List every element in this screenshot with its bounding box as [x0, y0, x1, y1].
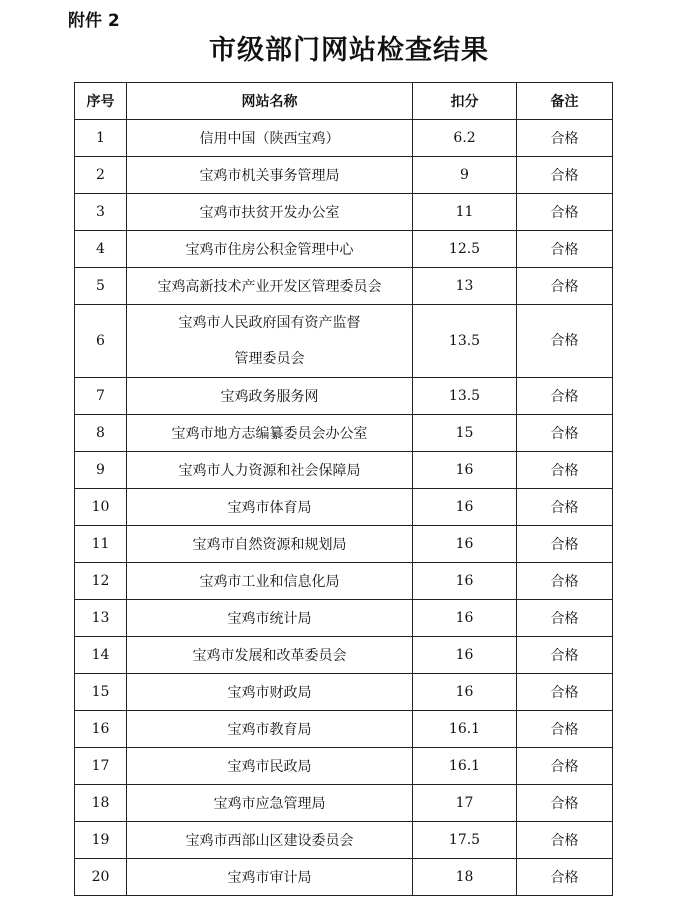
- deduction-score: 12.5: [413, 231, 517, 268]
- remark: 合格: [517, 120, 613, 157]
- attachment-label: 附件 2: [68, 11, 120, 31]
- table-row: [75, 711, 613, 748]
- remark: 合格: [517, 194, 613, 231]
- website-name-line: 宝鸡市工业和信息化局: [199, 574, 340, 590]
- website-name-line: 管理委员会: [234, 351, 305, 367]
- table-row: [75, 305, 613, 378]
- column-header-deduction: 扣分: [413, 83, 517, 120]
- table-row: [75, 563, 613, 600]
- website-name: [127, 452, 413, 489]
- website-name-line: 宝鸡市发展和改革委员会: [192, 648, 347, 664]
- row-number: 14: [75, 637, 127, 674]
- remark: 合格: [517, 231, 613, 268]
- deduction-score: 16: [413, 526, 517, 563]
- row-number: 2: [75, 157, 127, 194]
- remark: 合格: [517, 859, 613, 896]
- table-row: [75, 268, 613, 305]
- table-row: [75, 120, 613, 157]
- website-name: [127, 822, 413, 859]
- row-number: 5: [75, 268, 127, 305]
- website-name-line: 宝鸡市统计局: [227, 611, 312, 627]
- row-number: 17: [75, 748, 127, 785]
- deduction-score: 16: [413, 637, 517, 674]
- remark: 合格: [517, 563, 613, 600]
- remark: 合格: [517, 785, 613, 822]
- table-row: [75, 748, 613, 785]
- remark: 合格: [517, 822, 613, 859]
- remark: 合格: [517, 748, 613, 785]
- page-title: 市级部门网站检查结果: [209, 35, 489, 66]
- remark: 合格: [517, 526, 613, 563]
- row-number: 16: [75, 711, 127, 748]
- deduction-score: 18: [413, 859, 517, 896]
- row-number: 20: [75, 859, 127, 896]
- website-name-line: 宝鸡市教育局: [227, 722, 312, 738]
- website-name-line: 宝鸡市地方志编纂委员会办公室: [171, 426, 368, 442]
- website-name: [127, 563, 413, 600]
- table-row: [75, 637, 613, 674]
- row-number: 1: [75, 120, 127, 157]
- website-name: [127, 489, 413, 526]
- column-header-remark: 备注: [517, 83, 613, 120]
- table-row: [75, 157, 613, 194]
- website-name-line: 宝鸡市财政局: [227, 685, 312, 701]
- website-name-line: 宝鸡市住房公积金管理中心: [185, 242, 354, 258]
- website-name: [127, 711, 413, 748]
- remark: 合格: [517, 305, 613, 378]
- website-name-line: 宝鸡市人民政府国有资产监督: [178, 315, 361, 331]
- deduction-score: 13: [413, 268, 517, 305]
- deduction-score: 16: [413, 563, 517, 600]
- remark: 合格: [517, 157, 613, 194]
- website-name: [127, 194, 413, 231]
- deduction-score: 11: [413, 194, 517, 231]
- deduction-score: 16: [413, 489, 517, 526]
- row-number: 19: [75, 822, 127, 859]
- row-number: 6: [75, 305, 127, 378]
- table-header-row: [75, 83, 613, 120]
- remark: 合格: [517, 711, 613, 748]
- website-name: [127, 231, 413, 268]
- website-name-line: 宝鸡市体育局: [227, 500, 312, 516]
- website-name-line: 宝鸡高新技术产业开发区管理委员会: [157, 279, 382, 295]
- row-number: 10: [75, 489, 127, 526]
- website-name-line: 宝鸡市人力资源和社会保障局: [178, 463, 361, 479]
- table-row: [75, 415, 613, 452]
- website-name: [127, 637, 413, 674]
- table-row: [75, 378, 613, 415]
- website-name: [127, 526, 413, 563]
- deduction-score: 16.1: [413, 711, 517, 748]
- table-row: [75, 674, 613, 711]
- column-header-no: 序号: [75, 83, 127, 120]
- row-number: 13: [75, 600, 127, 637]
- website-name-line: 宝鸡市应急管理局: [213, 796, 326, 812]
- remark: 合格: [517, 268, 613, 305]
- table-row: [75, 231, 613, 268]
- table-row: [75, 600, 613, 637]
- website-name: [127, 415, 413, 452]
- website-name: [127, 157, 413, 194]
- deduction-score: 17.5: [413, 822, 517, 859]
- website-name: [127, 748, 413, 785]
- website-name-line: 宝鸡市西部山区建设委员会: [185, 833, 354, 849]
- website-name-line: 宝鸡政务服务网: [220, 389, 319, 405]
- remark: 合格: [517, 637, 613, 674]
- website-name: [127, 305, 413, 378]
- deduction-score: 6.2: [413, 120, 517, 157]
- row-number: 11: [75, 526, 127, 563]
- website-name: [127, 859, 413, 896]
- deduction-score: 13.5: [413, 305, 517, 378]
- row-number: 18: [75, 785, 127, 822]
- website-name: [127, 600, 413, 637]
- website-name: [127, 674, 413, 711]
- row-number: 9: [75, 452, 127, 489]
- table-row: [75, 194, 613, 231]
- table-row: [75, 822, 613, 859]
- website-name-line: 宝鸡市审计局: [227, 870, 312, 886]
- remark: 合格: [517, 674, 613, 711]
- table-row: [75, 452, 613, 489]
- website-name-line: 宝鸡市自然资源和规划局: [192, 537, 347, 553]
- row-number: 4: [75, 231, 127, 268]
- row-number: 8: [75, 415, 127, 452]
- deduction-score: 16: [413, 452, 517, 489]
- deduction-score: 16: [413, 600, 517, 637]
- table-row: [75, 859, 613, 896]
- website-name: [127, 785, 413, 822]
- deduction-score: 17: [413, 785, 517, 822]
- deduction-score: 15: [413, 415, 517, 452]
- column-header-website-name: 网站名称: [127, 83, 413, 120]
- row-number: 3: [75, 194, 127, 231]
- website-name-line: 宝鸡市机关事务管理局: [199, 168, 340, 184]
- remark: 合格: [517, 415, 613, 452]
- table-row: [75, 526, 613, 563]
- website-name: [127, 268, 413, 305]
- website-name-line: 宝鸡市民政局: [227, 759, 312, 775]
- deduction-score: 16.1: [413, 748, 517, 785]
- row-number: 7: [75, 378, 127, 415]
- remark: 合格: [517, 452, 613, 489]
- website-name-line: 宝鸡市扶贫开发办公室: [199, 205, 340, 221]
- remark: 合格: [517, 489, 613, 526]
- website-name: [127, 378, 413, 415]
- table-body: [75, 120, 613, 896]
- deduction-score: 13.5: [413, 378, 517, 415]
- table-row: [75, 785, 613, 822]
- results-table: [74, 82, 613, 896]
- row-number: 12: [75, 563, 127, 600]
- row-number: 15: [75, 674, 127, 711]
- deduction-score: 9: [413, 157, 517, 194]
- table-row: [75, 489, 613, 526]
- deduction-score: 16: [413, 674, 517, 711]
- remark: 合格: [517, 378, 613, 415]
- website-name: [127, 120, 413, 157]
- website-name-line: 信用中国（陕西宝鸡）: [199, 131, 340, 147]
- remark: 合格: [517, 600, 613, 637]
